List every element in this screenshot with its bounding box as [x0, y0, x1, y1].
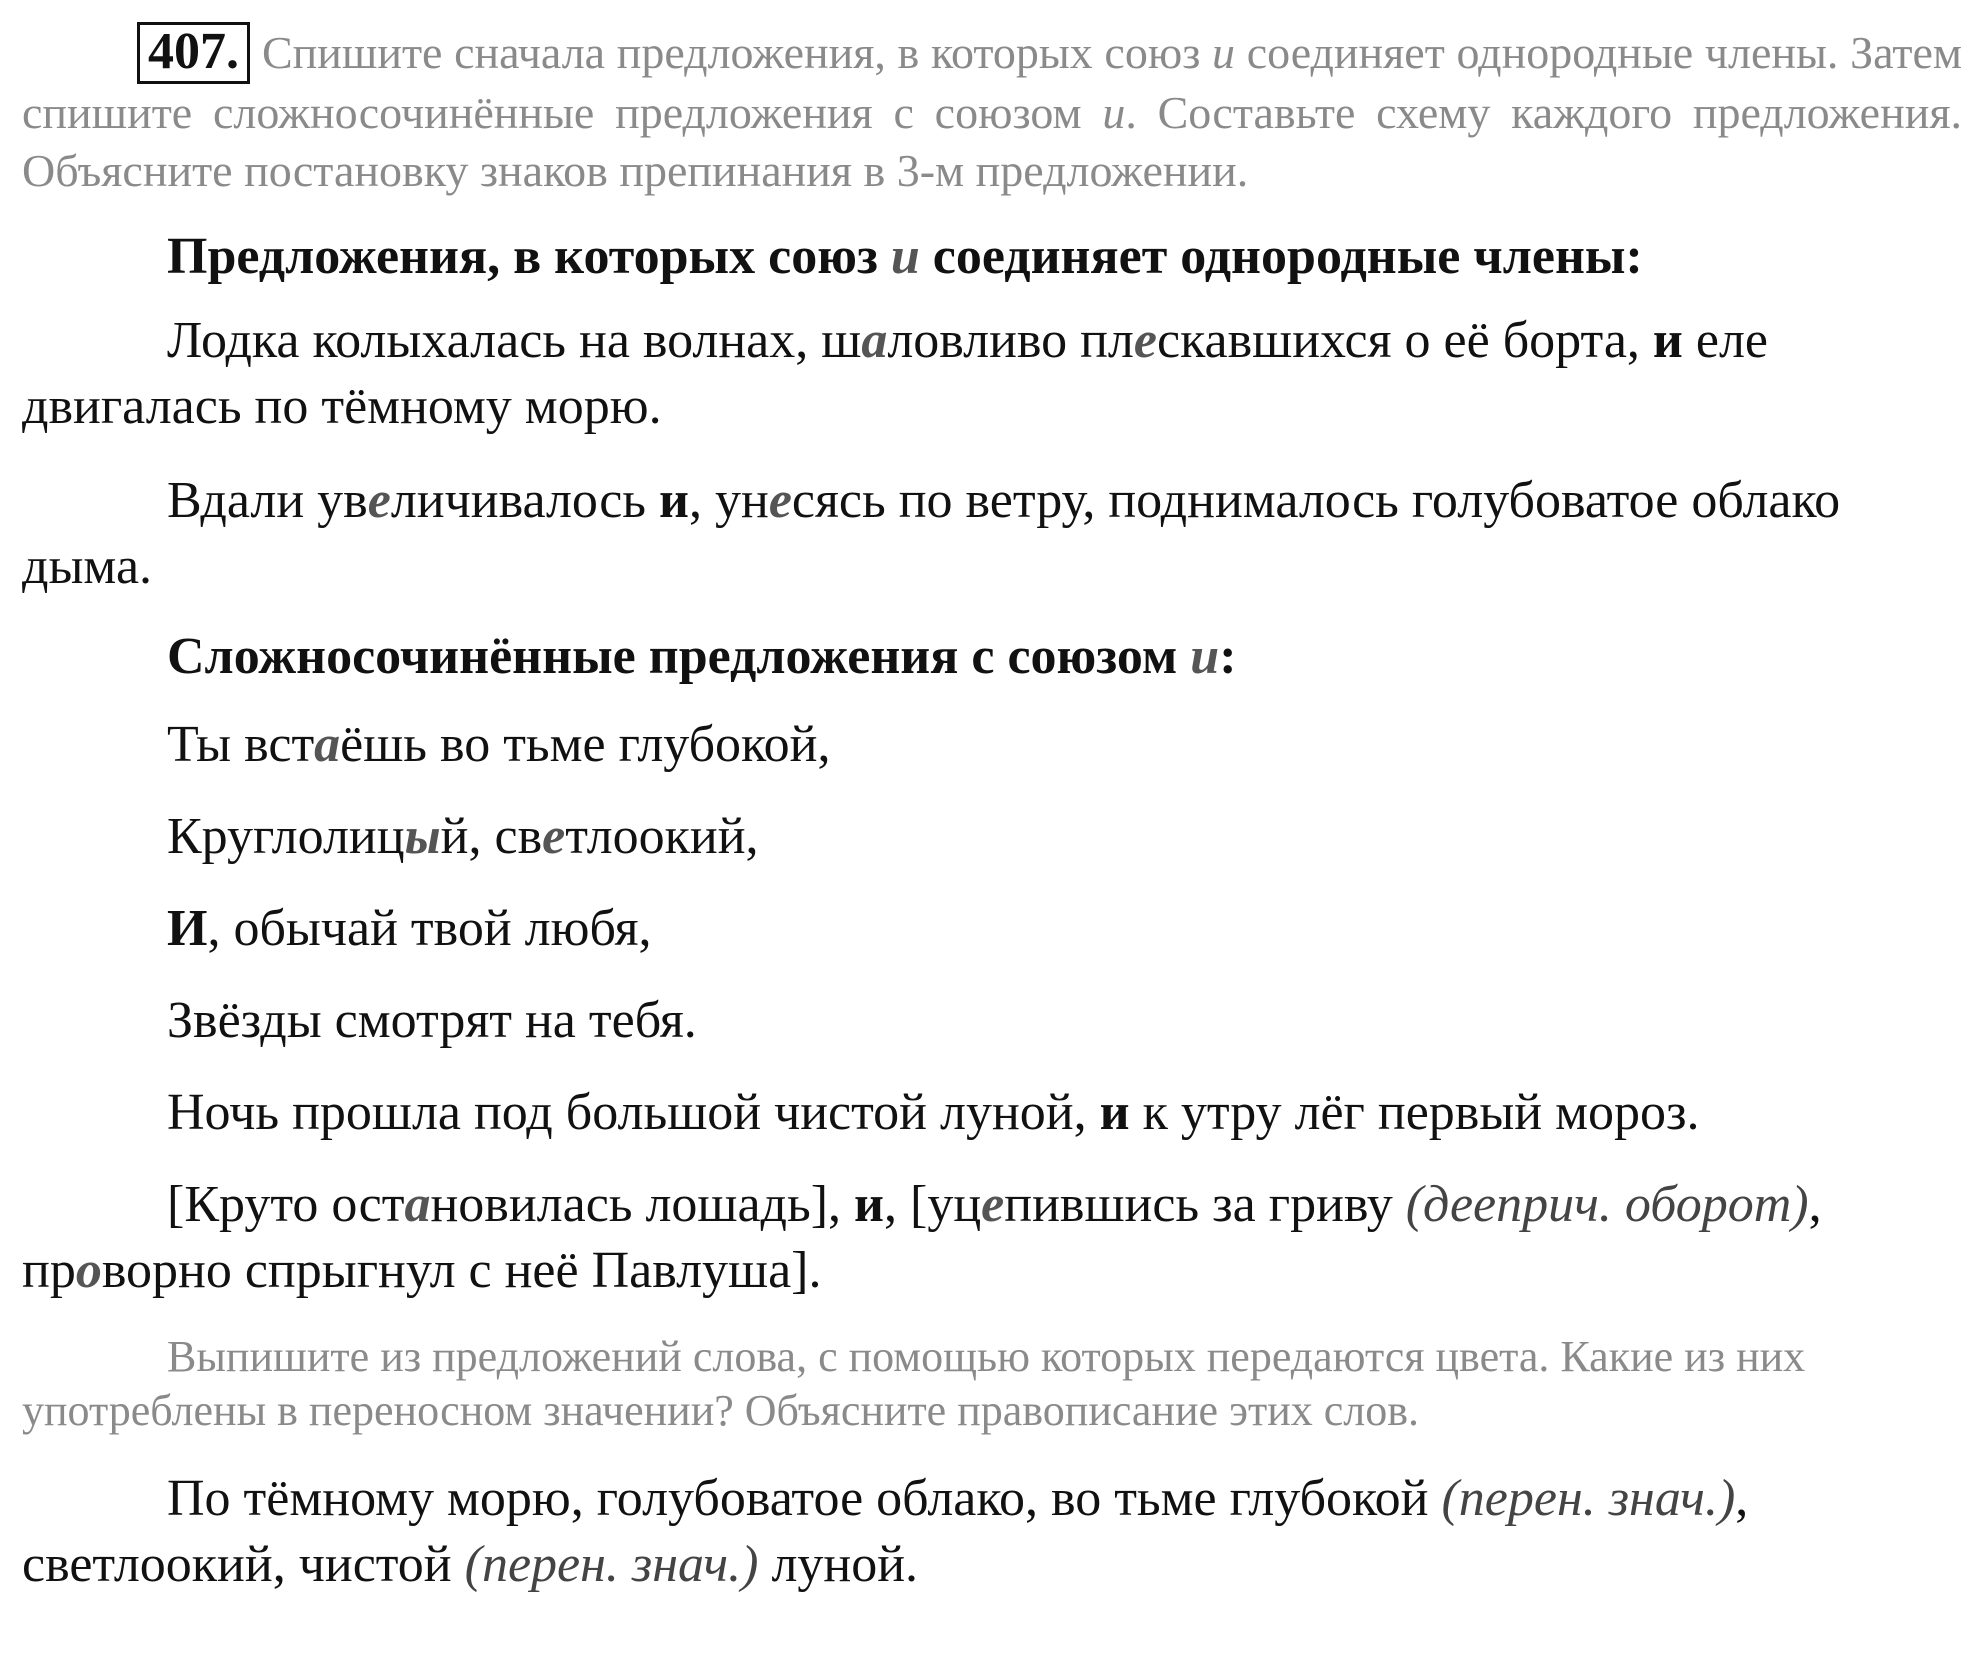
answer-text: По тёмному морю, голубоватое облако, во тьме глубокой (перен. знач.), светлоокий, чистой (перен. знач.) луной.: [22, 1470, 1749, 1593]
poem-line-1: Ты встаёшь во тьме глубокой,: [167, 716, 831, 773]
textbook-page: [22, 0, 1962, 1598]
section2-sentence-2: [Круто остановилась лошадь], и, [уцепившись за гриву (дееприч. оборот), проворно спрыгнул с неё Павлуша].: [22, 1176, 1822, 1299]
poem-line-3: И, обычай твой любя,: [167, 900, 652, 957]
section2-heading: Сложносочинённые предложения с союзом и:: [167, 628, 1237, 685]
poem-line-2: Круглолицый, светлоокий,: [167, 808, 759, 865]
exercise-task: 407. Спишите сначала предложения, в которых союз и соединяет однородные члены. Затем спишите сложносочинённые предложения с союзом и. Составьте схему каждого предложения. Объясните постановку знаков препинания в 3-м предложении.: [22, 23, 1962, 196]
poem-line-4: Звёзды смотрят на тебя.: [167, 992, 697, 1049]
section1-sentence-1: Лодка колыхалась на волнах, шаловливо плескавшихся о её борта, и еле двигалась по тёмному морю.: [22, 312, 1768, 435]
section1-sentence-2: Вдали увеличивалось и, унесясь по ветру, поднималось голубоватое облако дыма.: [22, 472, 1841, 595]
section1-heading: Предложения, в которых союз и соединяет однородные члены:: [167, 228, 1643, 285]
task2-text: Выпишите из предложений слова, с помощью которых передаются цвета. Какие из них употреблены в переносном значении? Объясните правописание этих слов.: [22, 1332, 1806, 1435]
exercise-number: 407.: [137, 22, 250, 84]
section2-sentence-1: Ночь прошла под большой чистой луной, и к утру лёг первый мороз.: [167, 1084, 1700, 1141]
